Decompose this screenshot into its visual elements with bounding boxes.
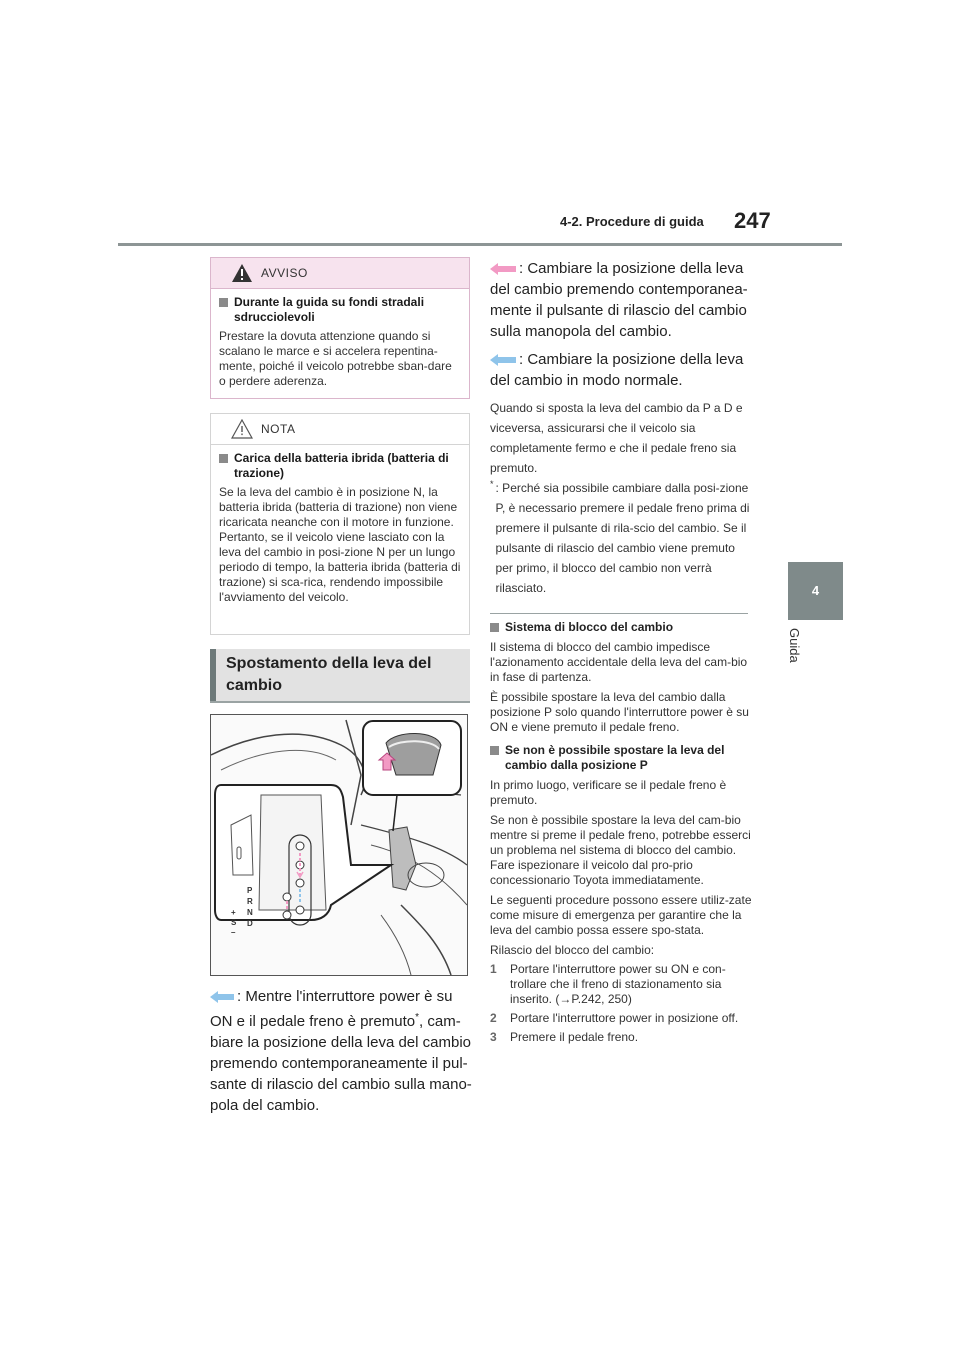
note-box: [210, 413, 470, 635]
blue-caption: [490, 349, 752, 391]
noshift-p1: In primo luogo, verificare se il pedale freno è premuto.: [490, 778, 727, 807]
shift-instruction-paragraph: Quando si sposta la leva del cambio da P a D e viceversa, assicurarsi che il veicolo sia completamente fermo e che il pedale freno sia premuto.: [490, 401, 743, 475]
warning-text: Prestare la dovuta attenzione quando si scalano le marce e si accelera repentina-mente, poiché il veicolo potrebbe sban-dare o perdere aderenza.: [219, 329, 452, 388]
blue-caption-text: : Cambiare la posizione della leva del cambio in modo normale.: [490, 351, 744, 389]
step-item: [490, 962, 752, 1007]
pink-caption-text: : Cambiare la posizione della leva del cambio premendo contemporanea-mente il pulsante di rilascio del cambio sulla manopola del cambio.: [490, 260, 748, 340]
step-text: Portare l'interruttore power in posizione off.: [510, 1011, 739, 1025]
warning-icon: [231, 263, 253, 283]
shift-lock-section: [490, 620, 752, 1045]
section-heading: Spostamento della leva del cambio: [210, 649, 470, 701]
bullet-square-icon: [490, 746, 499, 755]
bullet-square-icon: [219, 454, 228, 463]
shift-lock-title-text: Sistema di blocco del cambio: [505, 620, 674, 634]
footnote-text: : Perché sia possibile cambiare dalla posi-zione P, è necessario premere il pedale freno prima di premere il pulsante di rila-scio del cambio. Se il pulsante di rilascio del cambio viene premuto per primo, il blocco del cambio non verrà rilasciato.: [495, 481, 750, 595]
footnote-mark: *: [490, 479, 494, 489]
step-item: [490, 1030, 752, 1045]
warning-title: [219, 295, 461, 325]
step-number: 1: [490, 962, 497, 976]
chapter-label: [784, 628, 810, 688]
note-text: Se la leva del cambio è in posizione N, la batteria ibrida (batteria di trazione) non viene ricaricata neanche con il motore in funzione. Pertanto, se il veicolo viene lasciato con la leva del cambio in posi-zione N per un lungo periodo di tempo, la batteria ibrida (batteria di trazione) si sca-rica, rendendo impossibile l'avviamento del veicolo.: [219, 485, 461, 604]
page-number: 247: [734, 208, 771, 233]
warning-header: [211, 258, 469, 289]
step-number: 3: [490, 1030, 497, 1044]
footnote: [490, 478, 752, 598]
step-number: 2: [490, 1011, 497, 1025]
step-text: Portare l'interruttore power su ON e con-trollare che il freno di stazionamento sia inserito. (→P.242, 250): [510, 962, 726, 1006]
shift-lock-title: [490, 620, 752, 635]
note-header: [211, 414, 469, 445]
chapter-tab[interactable]: 4: [788, 562, 843, 620]
section-rule: [210, 701, 470, 703]
note-label: NOTA: [261, 422, 296, 436]
release-intro: Rilascio del blocco del cambio:: [490, 943, 655, 957]
blue-arrow-icon: [210, 991, 234, 1003]
mode-label-minus: –: [231, 928, 236, 937]
blue-arrow-icon: [490, 354, 516, 366]
gear-label-p: P: [247, 886, 253, 895]
warning-title-text: Durante la guida su fondi stradali sdrucciolevoli: [234, 295, 425, 324]
gear-label-n: N: [247, 908, 253, 917]
shift-lever-illustration: [211, 715, 467, 975]
step-item: [490, 1011, 752, 1026]
warning-box: [210, 257, 470, 399]
gear-label-r: R: [247, 897, 253, 906]
left-caption-part2: , cam-biare la posizione della leva del cambio premendo contemporaneamente il pul-sante di rilascio del cambio sulla mano-pola del cambio.: [210, 1013, 472, 1114]
mode-label-s: S: [231, 918, 237, 927]
pink-caption: [490, 258, 752, 342]
header-section-title: 4-2. Procedure di guida: [560, 214, 704, 229]
noshift-p3: Le seguenti procedure possono essere utiliz-zate come misure di emergenza per garantire che la leva del cambio possa essere spo-stata.: [490, 893, 752, 937]
mode-label-plus: +: [231, 908, 236, 917]
shift-lock-p1: Il sistema di blocco del cambio impedisce l'azionamento accidentale della leva del cam-bio in fase di partenza.: [490, 640, 748, 684]
noshift-title: [490, 743, 752, 773]
bullet-square-icon: [490, 623, 499, 632]
noshift-p2: Se non è possibile spostare la leva del cam-bio mentre si preme il pedale freno, potrebbe esserci un problema nel sistema di blocco del cambio. Fare ispezionare il veicolo dal pro-prio concessionario Toyota immediatamente.: [490, 813, 751, 887]
shift-lock-p2: È possibile spostare la leva del cambio dalla posizione P solo quando l'interruttore power è su ON e viene premuto il pedale freno.: [490, 690, 749, 734]
shift-lever-figure: [210, 714, 468, 976]
right-section-rule: [490, 613, 748, 614]
left-caption: [210, 986, 472, 1116]
note-title: [219, 451, 461, 481]
noshift-title-text: Se non è possibile spostare la leva del cambio dalla posizione P: [505, 743, 725, 772]
chapter-label-text: Guida: [787, 628, 802, 663]
warning-label: AVVISO: [261, 266, 308, 280]
bullet-square-icon: [219, 298, 228, 307]
pink-arrow-icon: [490, 263, 516, 275]
left-caption-part1: : Mentre l'interruttore power è su ON e il pedale freno è premuto: [210, 988, 453, 1030]
gear-label-d: D: [247, 919, 253, 928]
caution-icon: [231, 419, 253, 439]
note-title-text: Carica della batteria ibrida (batteria di trazione): [234, 451, 449, 480]
footnote-marker: *: [415, 1012, 420, 1023]
step-text: Premere il pedale freno.: [510, 1030, 639, 1044]
header-rule: [118, 243, 842, 246]
